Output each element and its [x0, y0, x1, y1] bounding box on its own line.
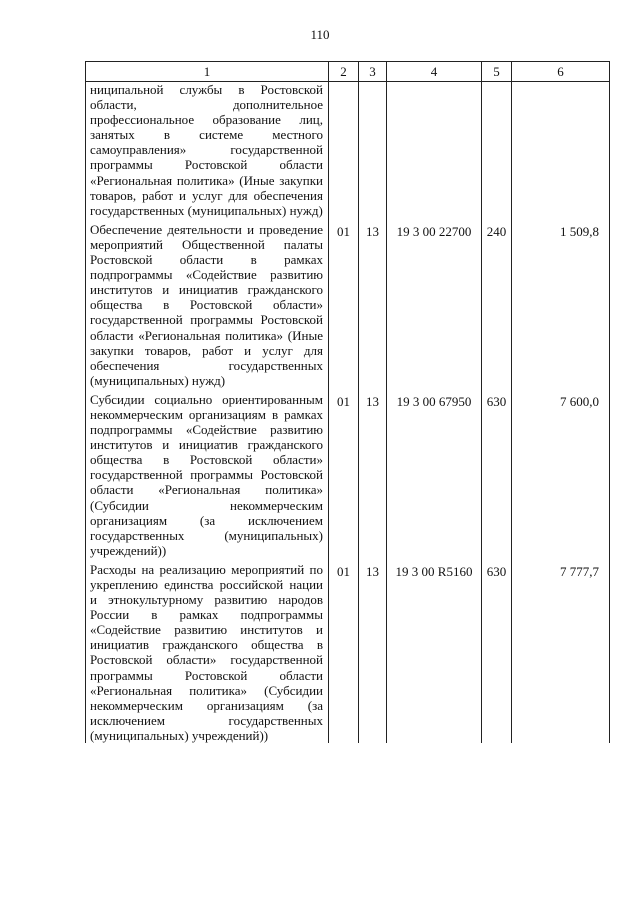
row-target-article: 19 3 00 22700: [387, 222, 482, 388]
column-header-1: 1: [86, 62, 329, 82]
row-section-code: 01: [329, 222, 359, 388]
row-target-article: 19 3 00 R5160: [387, 562, 482, 743]
table-header-row: [86, 62, 610, 82]
row-subsection-code: 13: [359, 222, 387, 388]
column-header-4: 4: [387, 62, 482, 82]
row-amount: 1 509,8: [512, 222, 610, 388]
row-amount: [512, 82, 610, 218]
column-header-3: 3: [359, 62, 387, 82]
row-target-article: 19 3 00 67950: [387, 392, 482, 558]
row-description: ниципальной службы в Ростовской области, дополнительное профессиональное образование лиц, занятых в системе местного самоуправления» государственной программы Ростовской области «Региональная политика» (Иные закупки товаров, работ и услуг для обеспечения государственных (муниципальных) нужд): [86, 82, 329, 218]
table-row: [86, 392, 610, 558]
column-header-6: 6: [512, 62, 610, 82]
row-description: Обеспечение деятельности и проведение мероприятий Общественной палаты Ростовской области в рамках подпрограммы «Содействие развитию институтов и инициатив гражданского общества в Ростовской области» государственной программы Ростовской области «Региональная политика» (Иные закупки товаров, работ и услуг для обеспечения государственных (муниципальных) нужд): [86, 222, 329, 388]
table-row: [86, 562, 610, 743]
table-row: [86, 82, 610, 218]
row-section-code: 01: [329, 392, 359, 558]
row-subsection-code: [359, 82, 387, 218]
row-target-article: [387, 82, 482, 218]
row-section-code: [329, 82, 359, 218]
row-description: Расходы на реализацию мероприятий по укреплению единства российской нации и этнокультурному развитию народов России в рамках подпрограммы «Содействие развитию институтов и инициатив гражданского общества в Ростовской области» государственной программы Ростовской области «Региональная политика» (Субсидии некоммерческим организациям (за исключением государственных (муниципальных) учреждений)): [86, 562, 329, 743]
row-expense-type: 630: [482, 392, 512, 558]
row-subsection-code: 13: [359, 562, 387, 743]
column-header-5: 5: [482, 62, 512, 82]
row-expense-type: 240: [482, 222, 512, 388]
row-expense-type: [482, 82, 512, 218]
row-amount: 7 777,7: [512, 562, 610, 743]
column-header-2: 2: [329, 62, 359, 82]
row-section-code: 01: [329, 562, 359, 743]
row-subsection-code: 13: [359, 392, 387, 558]
budget-table: [85, 61, 610, 743]
page-number: 110: [310, 27, 330, 42]
table-row: [86, 222, 610, 388]
row-amount: 7 600,0: [512, 392, 610, 558]
row-expense-type: 630: [482, 562, 512, 743]
row-description: Субсидии социально ориентированным некоммерческим организациям в рамках подпрограммы «Содействие развитию институтов и инициатив гражданского общества в Ростовской области» государственной программы Ростовской области «Региональная политика» (Субсидии некоммерческим организациям (за исключением государственных (муниципальных) учреждений)): [86, 392, 329, 558]
